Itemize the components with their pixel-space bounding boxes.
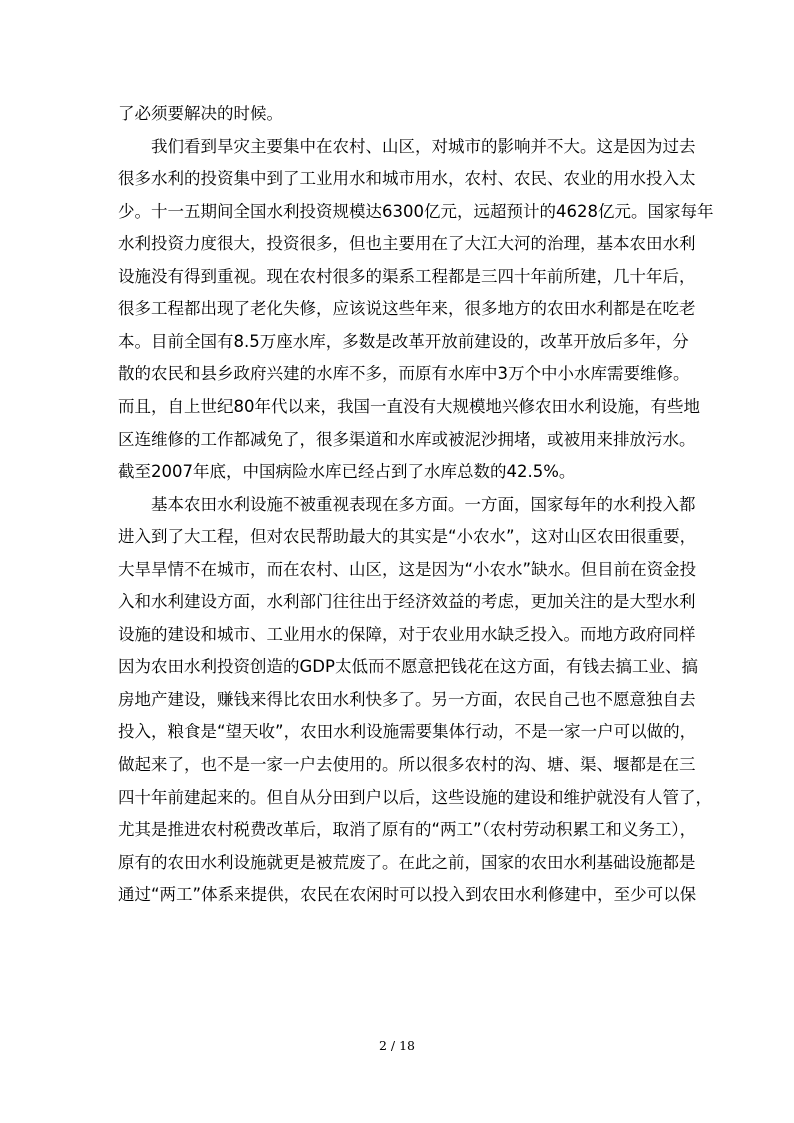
text-line: 水利投资力度很大，投资很多，但也主要用在了大江大河的治理，基本农田水利 <box>118 234 696 254</box>
text-line: 四十年前建起来的。但自从分田到户以后，这些设施的建设和维护就没有人管了， <box>118 787 712 807</box>
text-line: 而且，自上世纪80年代以来，我国一直没有大规模地兴修农田水利设施，有些地 <box>118 396 700 416</box>
text-line: 我们看到旱灾主要集中在农村、山区，对城市的影响并不大。这是因为过去 <box>151 136 696 156</box>
text-line: 很多工程都出现了老化失修，应该说这些年来，很多地方的农田水利都是在吃老 <box>118 299 696 319</box>
text-line: 了必须要解决的时候。 <box>118 104 283 123</box>
text-line: 投入，粮食是“望天收”，农田水利设施需要集体行动，不是一家一户可以做的， <box>118 722 697 742</box>
text-line: 尤其是推进农村税费改革后，取消了原有的“两工”（农村劳动积累工和义务工）， <box>118 820 697 840</box>
text-line: 通过“两工”体系来提供，农民在农闲时可以投入到农田水利修建中，至少可以保 <box>118 885 697 905</box>
text-line: 做起来了，也不是一家一户去使用的。所以很多农村的沟、塘、渠、堰都是在三 <box>118 755 696 774</box>
text-line: 少。十一五期间全国水利投资规模达6300亿元，远超预计的4628亿元。国家每年 <box>118 201 714 221</box>
text-line: 设施的建设和城市、工业用水的保障，对于农业用水缺乏投入。而地方政府同样 <box>118 624 696 644</box>
text-line: 基本农田水利设施不被重视表现在多方面。一方面，国家每年的水利投入都 <box>151 494 696 514</box>
text-line: 入和水利建设方面，水利部门往往出于经济效益的考虑，更加关注的是大型水利 <box>118 592 696 612</box>
text-line: 进入到了大工程，但对农民帮助最大的其实是“小农水”，这对山区农田很重要， <box>118 527 697 547</box>
text-line: 本。目前全国有8.5万座水库，多数是改革开放前建设的，改革开放后多年，分 <box>118 331 689 351</box>
text-line: 大旱旱情不在城市，而在农村、山区，这是因为“小农水”缺水。但目前在资金投 <box>118 559 697 579</box>
text-line: 散的农民和县乡政府兴建的水库不多，而原有水库中3万个中小水库需要维修。 <box>118 364 690 384</box>
text-line: 区连维修的工作都减免了，很多渠道和水库或被泥沙拥堵，或被用来排放污水。 <box>118 429 696 449</box>
text-line: 原有的农田水利设施就更是被荒废了。在此之前，国家的农田水利基础设施都是 <box>118 852 696 872</box>
text-line: 很多水利的投资集中到了工业用水和城市用水，农村、农民、农业的用水投入太 <box>118 169 696 189</box>
text-line: 截至2007年底，中国病险水库已经占到了水库总数的42.5%。 <box>118 462 576 482</box>
text-line: 设施没有得到重视。现在农村很多的渠系工程都是三四十年前所建，几十年后， <box>118 266 696 286</box>
text-line: 房地产建设，赚钱来得比农田水利快多了。另一方面，农民自己也不愿意独自去 <box>118 689 696 709</box>
page-number: 2 / 18 <box>378 1038 416 1053</box>
text-line: 因为农田水利投资创造的GDP太低而不愿意把钱花在这方面，有钱去搞工业、搞 <box>118 657 698 677</box>
